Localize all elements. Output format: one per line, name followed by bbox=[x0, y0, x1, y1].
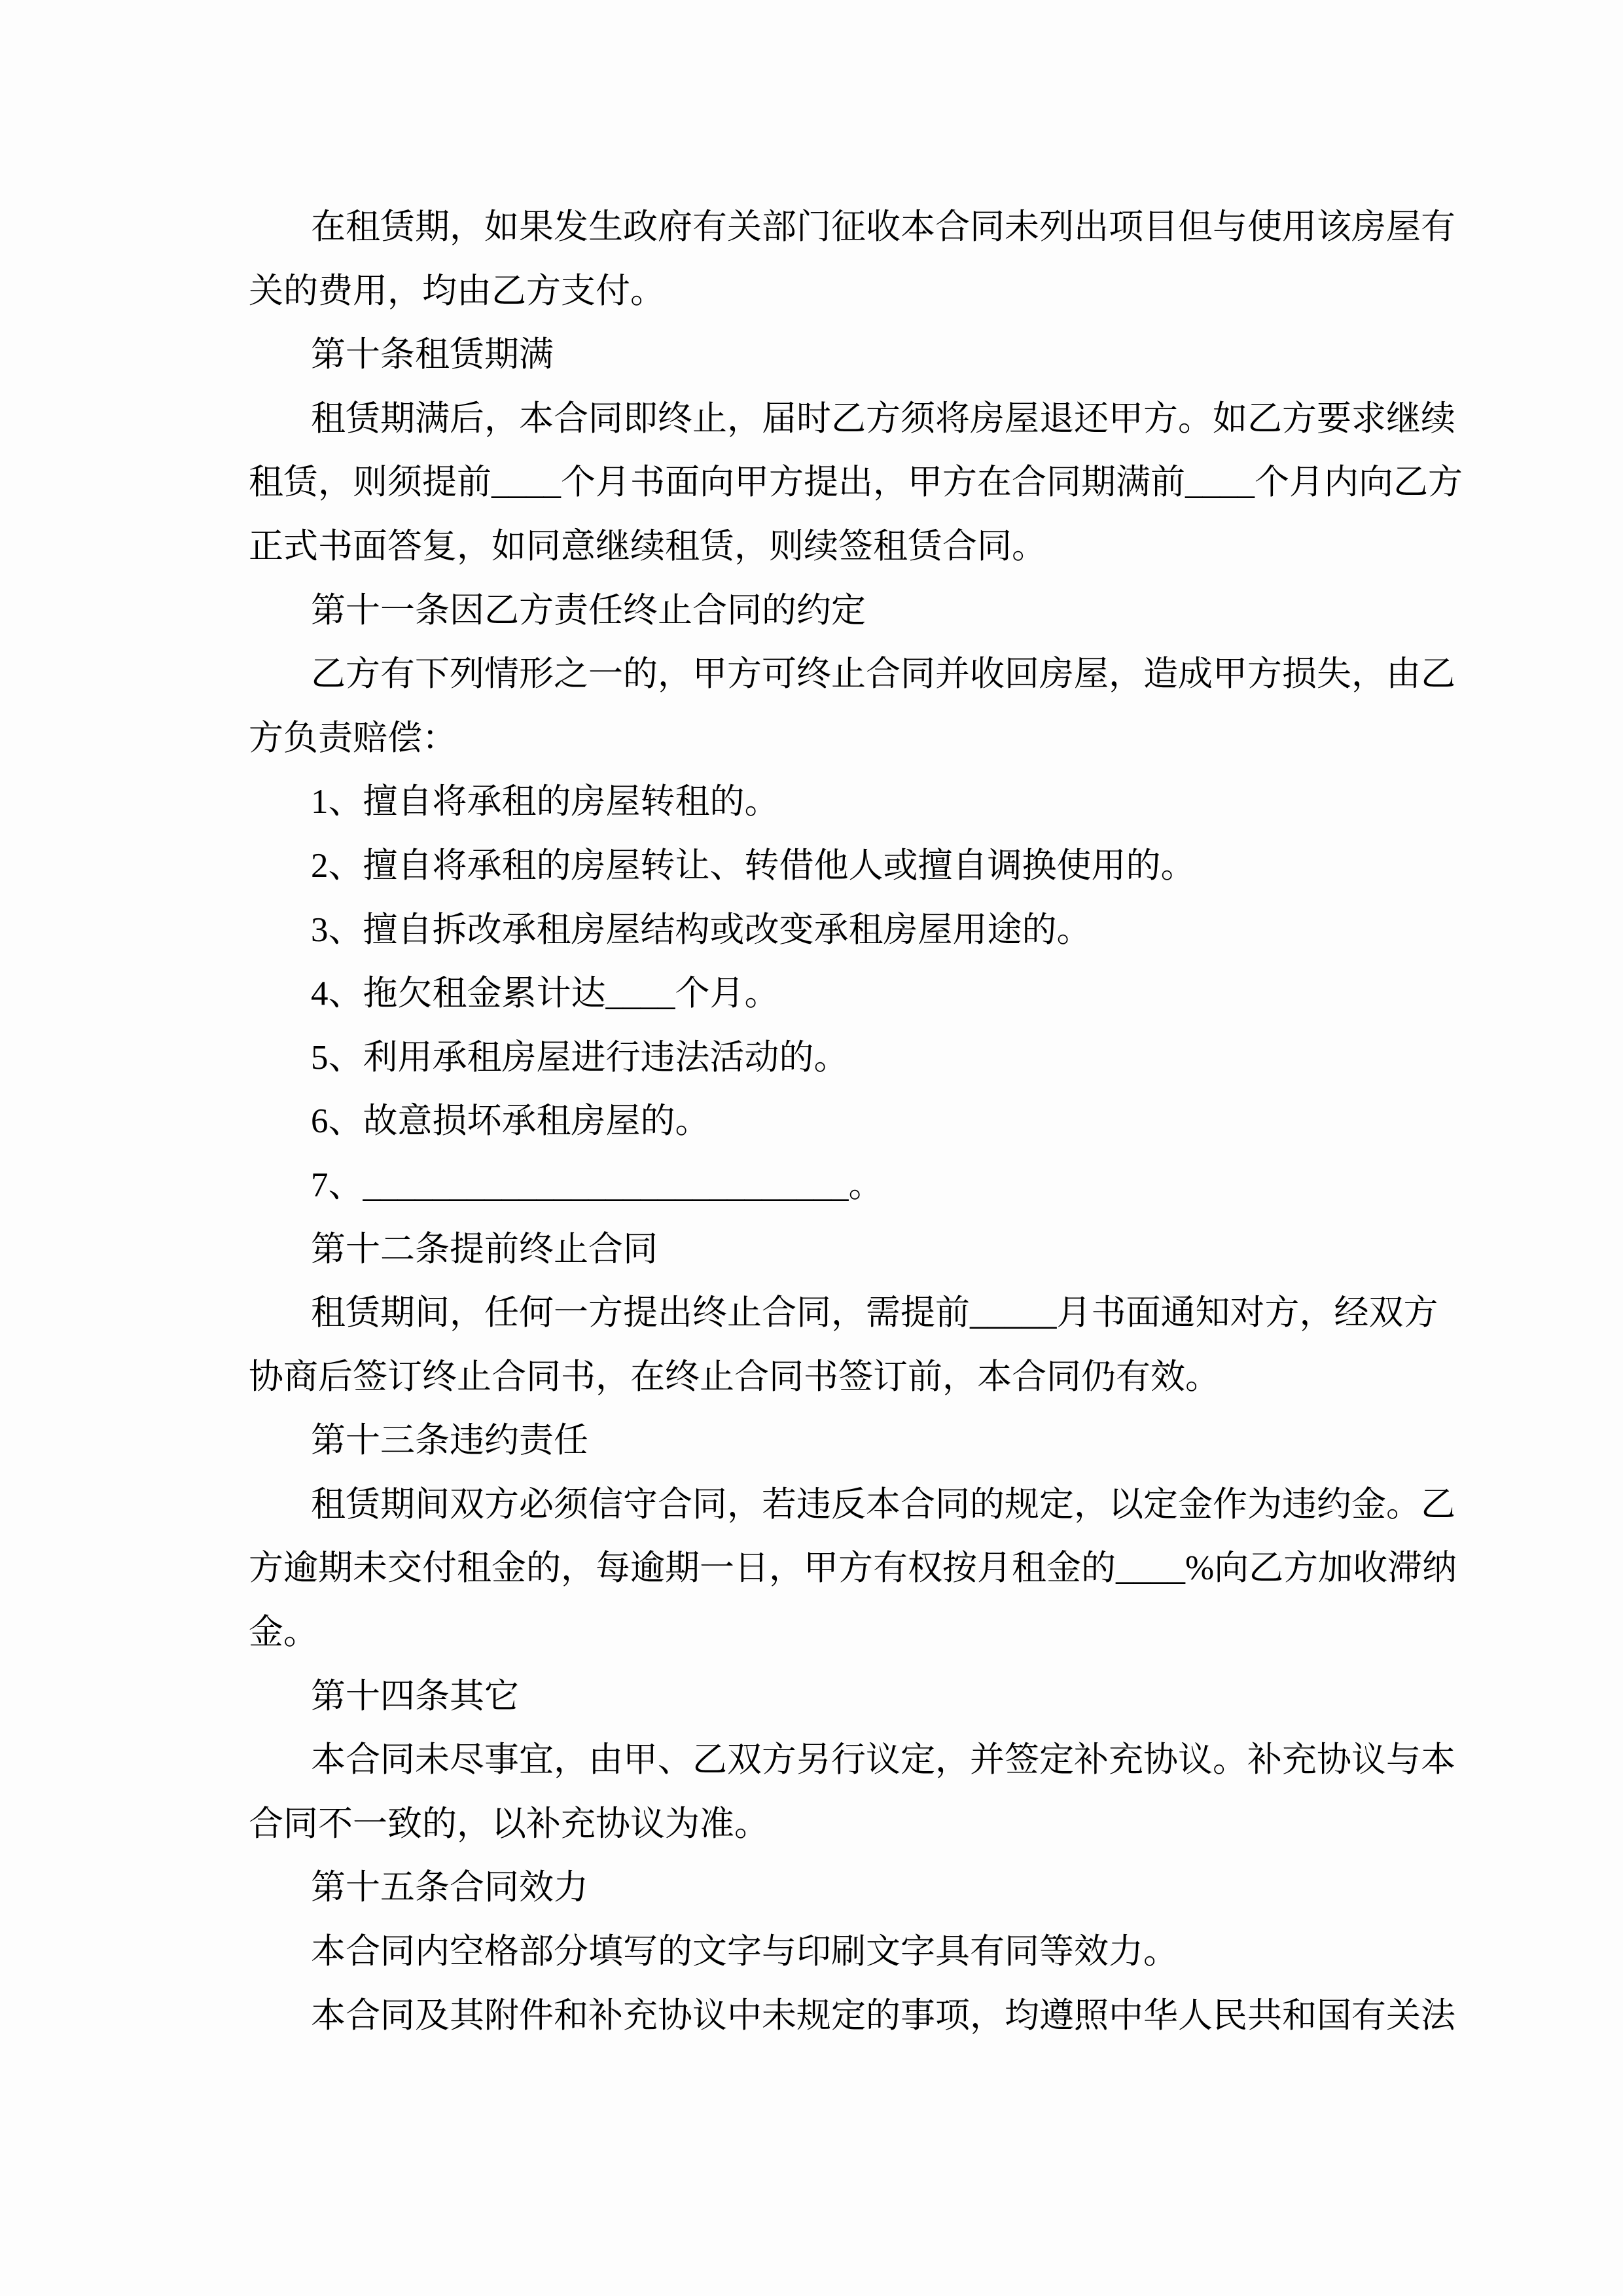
text-line: 第十二条提前终止合同 bbox=[311, 1230, 658, 1268]
text-line: 第十一条因乙方责任终止合同的约定 bbox=[311, 591, 866, 630]
text-line: 在租赁期，如果发生政府有关部门征收本合同未列出项目但与使用该房屋有 bbox=[311, 208, 1455, 246]
text-line: 第十条租赁期满 bbox=[311, 336, 554, 374]
text-line: 本合同内空格部分填写的文字与印刷文字具有同等效力。 bbox=[311, 1933, 1178, 1971]
text-line: 第十五条合同效力 bbox=[311, 1869, 588, 1907]
text-line: 关的费用，均由乙方支付。 bbox=[249, 272, 665, 310]
text-line: 方逾期未交付租金的，每逾期一日，甲方有权按月租金的____%向乙方加收滞纳 bbox=[249, 1549, 1457, 1588]
text-line: 正式书面答复，如同意继续租赁，则续签租赁合同。 bbox=[249, 527, 1046, 565]
text-line: 本合同及其附件和补充协议中未规定的事项，均遵照中华人民共和国有关法 bbox=[311, 1996, 1455, 2035]
text-line: 租赁期间，任何一方提出终止合同，需提前_____月书面通知对方，经双方 bbox=[311, 1294, 1438, 1333]
text-line: 3、擅自拆改承租房屋结构或改变承租房屋用途的。 bbox=[311, 910, 1092, 949]
text-line: 1、擅自将承租的房屋转租的。 bbox=[311, 783, 779, 821]
text-line: 2、擅自将承租的房屋转让、转借他人或擅自调换使用的。 bbox=[311, 846, 1196, 885]
text-line: 乙方有下列情形之一的，甲方可终止合同并收回房屋，造成甲方损失，由乙 bbox=[311, 655, 1455, 694]
contract-text-block bbox=[249, 196, 1463, 2048]
text-line: 租赁期满后，本合同即终止，届时乙方须将房屋退还甲方。如乙方要求继续 bbox=[311, 399, 1455, 438]
text-line: 合同不一致的，以补充协议为准。 bbox=[249, 1804, 769, 1843]
text-line: 4、拖欠租金累计达____个月。 bbox=[311, 975, 779, 1013]
text-line: 7、____________________________。 bbox=[311, 1166, 883, 1204]
text-line: 租赁期间双方必须信守合同，若违反本合同的规定，以定金作为违约金。乙 bbox=[311, 1485, 1455, 1524]
text-line: 协商后签订终止合同书，在终止合同书签订前，本合同仍有效。 bbox=[249, 1357, 1220, 1396]
text-line: 方负责赔偿： bbox=[249, 719, 457, 757]
text-line: 6、故意损坏承租房屋的。 bbox=[311, 1102, 710, 1141]
text-line: 第十三条违约责任 bbox=[311, 1422, 588, 1460]
text-line: 金。 bbox=[249, 1613, 318, 1652]
text-line: 5、利用承租房屋进行违法活动的。 bbox=[311, 1038, 849, 1077]
text-line: 租赁，则须提前____个月书面向甲方提出，甲方在合同期满前____个月内向乙方 bbox=[249, 463, 1463, 502]
text-line: 第十四条其它 bbox=[311, 1677, 519, 1715]
text-line: 本合同未尽事宜，由甲、乙双方另行议定，并签定补充协议。补充协议与本 bbox=[311, 1741, 1455, 1780]
